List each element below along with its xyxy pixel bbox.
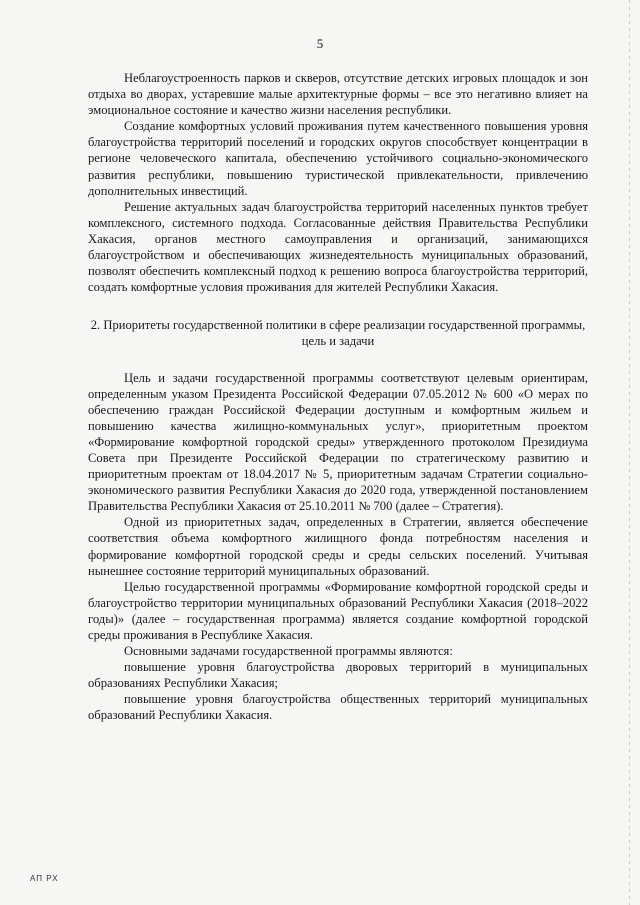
document-body — [88, 70, 588, 724]
paragraph: Цель и задачи государственной программы соответствуют целевым ориентирам, определенным указом Президента Российской Федерации 07.05.2012 № 600 «О мерах по обеспечению граждан Российской Федерации доступным и комфортным жильем и повышению качества жилищно-коммунальных услуг», приоритетным проектом «Формирование комфортной городской среды» утвержденного протоколом Президиума Совета при Президенте Российской Федерации по стратегическому развитию и приоритетным проектам от 18.04.2017 № 5, приоритетным задачам Стратегии социально-экономического развития Республики Хакасия до 2020 года, утвержденной постановлением Правительства Республики Хакасия от 25.10.2011 № 700 (далее – Стратегия). — [88, 370, 588, 514]
paragraph: Решение актуальных задач благоустройства территорий населенных пунктов требует комплексного, системного подхода. Согласованные действия Правительства Республики Хакасия, органов местного самоуправления и организаций, занимающихся благоустройством и обеспечивающих жизнедеятельность муниципальных образований, позволят обеспечить комплексный подход к решению вопроса благоустройства территорий, создать комфортные условия проживания для жителей Республики Хакасия. — [88, 199, 588, 295]
paragraph: Целью государственной программы «Формирование комфортной городской среды и благоустройство территории муниципальных образований Республики Хакасия (2018–2022 годы)» (далее – государственная программа) является создание комфортной городской среды проживания в Республике Хакасия. — [88, 579, 588, 642]
page-number: 5 — [316, 36, 324, 51]
list-item: повышение уровня благоустройства дворовых территорий в муниципальных образованиях Республики Хакасия; — [88, 660, 588, 691]
paragraph: Одной из приоритетных задач, определенных в Стратегии, является обеспечение соответствия объема комфортного жилищного фонда потребностям населения и формирование комфортной городской среды и среды сельских поселений. Учитывая нынешнее состояние территорий муниципальных образований. — [88, 515, 588, 578]
paragraph: Основными задачами государственной программы являются: — [124, 644, 453, 659]
section-heading: 2. Приоритеты государственной политики в сфере реализации государственной программы, цель и задачи — [90, 318, 586, 349]
paragraph: Создание комфортных условий проживания путем качественного повышения уровня благоустройства территорий поселений и городских округов способствует концентрации в регионе человеческого капитала, обеспечению устойчивого социально-экономического развития республики, повышению туристической привлекательности, привлечению дополнительных инвестиций. — [88, 119, 588, 198]
archive-stamp: АП РХ — [30, 874, 59, 883]
list-item: повышение уровня благоустройства общественных территорий муниципальных образований Республики Хакасия. — [88, 692, 588, 723]
paragraph: Неблагоустроенность парков и скверов, отсутствие детских игровых площадок и зон отдыха во дворах, устаревшие малые архитектурные формы – все это негативно влияет на эмоциональное состояние и качество жизни населения республики. — [88, 71, 588, 118]
scan-edge — [629, 0, 630, 905]
